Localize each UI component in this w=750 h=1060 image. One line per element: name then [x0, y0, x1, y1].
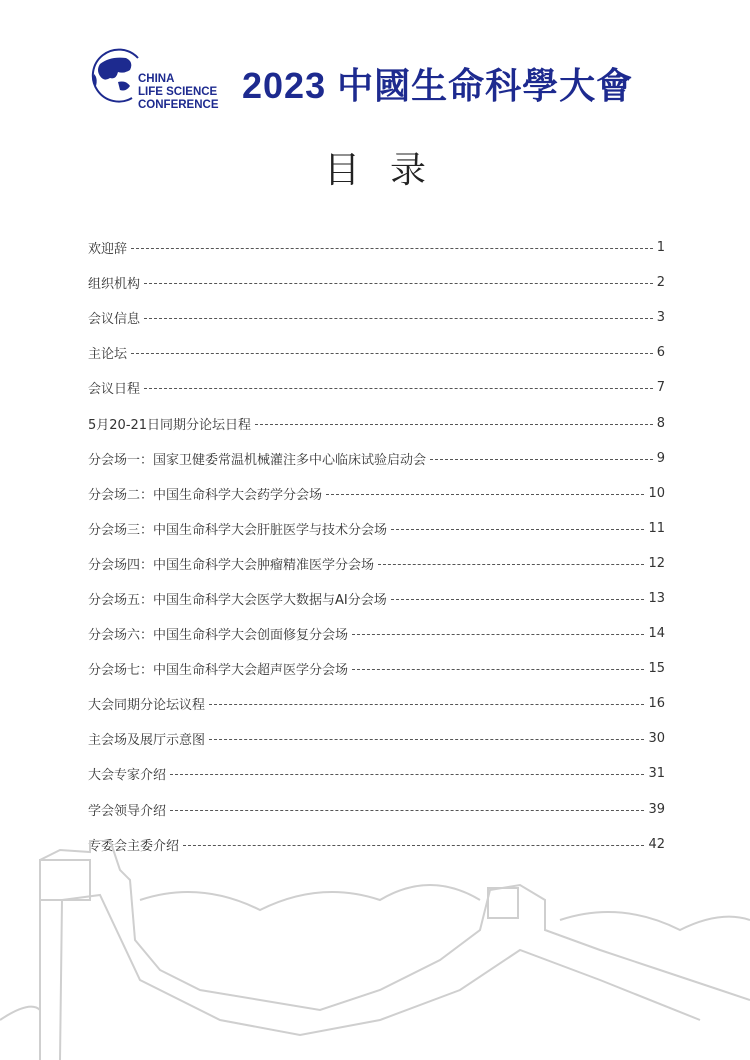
dotted-leader [352, 634, 644, 635]
toc-entry[interactable] [88, 441, 665, 476]
toc-entry[interactable] [88, 511, 665, 546]
toc-entry-page: 7 [656, 380, 665, 396]
dotted-leader [209, 704, 644, 705]
toc-entry-page: 6 [656, 345, 665, 361]
dotted-leader [144, 318, 653, 319]
toc-entry-title: 分会场五：中国生命科学大会医学大数据与AI分会场 [88, 592, 387, 608]
toc-entry[interactable] [88, 546, 665, 581]
dotted-leader [144, 388, 653, 389]
dotted-leader [352, 669, 644, 670]
logo-line: CHINA [138, 73, 175, 85]
header [88, 44, 668, 110]
toc-entry-title: 主会场及展厅示意图 [88, 733, 206, 749]
toc-entry-page: 9 [656, 450, 665, 466]
toc-entry-page: 42 [648, 836, 665, 852]
great-wall-illustration [0, 840, 750, 1060]
toc-entry[interactable] [88, 756, 665, 791]
toc-entry-title: 会议信息 [88, 312, 141, 328]
conference-title: 2023 中國生命科學大會 [242, 65, 634, 106]
toc-entry-title: 分会场一：国家卫健委常温机械灌注多中心临床试验启动会 [88, 452, 427, 468]
logo-text [138, 73, 219, 112]
toc-entry-page: 15 [648, 661, 665, 677]
toc-entry-title: 大会同期分论坛议程 [88, 698, 206, 714]
dotted-leader [131, 353, 653, 354]
dotted-leader [170, 774, 644, 775]
toc-entry[interactable] [88, 300, 665, 335]
toc-entry-page: 2 [656, 275, 665, 291]
dotted-leader [131, 248, 653, 249]
toc-entry-title: 组织机构 [88, 277, 141, 293]
toc-entry-title: 主论坛 [88, 347, 128, 363]
logo-line: CONFERENCE [138, 99, 219, 111]
dotted-leader [144, 283, 653, 284]
toc-entry[interactable] [88, 686, 665, 721]
toc-entry-title: 专委会主委介绍 [88, 838, 180, 854]
toc-entry-page: 16 [648, 696, 665, 712]
toc-entry[interactable] [88, 721, 665, 756]
toc-entry-title: 会议日程 [88, 382, 141, 398]
toc-entry-title: 分会场三：中国生命科学大会肝脏医学与技术分会场 [88, 522, 388, 538]
toc-entry-title: 欢迎辞 [88, 242, 128, 258]
toc-entry-title: 5月20-21日同期分论坛日程 [88, 417, 252, 433]
toc-entry-title: 分会场七：中国生命科学大会超声医学分会场 [88, 663, 349, 679]
table-of-contents [88, 230, 665, 862]
toc-entry[interactable] [88, 265, 665, 300]
toc-entry-page: 8 [656, 415, 665, 431]
toc-entry-title: 分会场四：中国生命科学大会肿瘤精准医学分会场 [88, 557, 375, 573]
toc-entry-title: 大会专家介绍 [88, 768, 167, 784]
globe-logo-icon [88, 48, 144, 104]
toc-entry-page: 31 [648, 766, 665, 782]
page-title: 目录 [323, 150, 456, 191]
toc-entry-page: 1 [656, 240, 665, 256]
toc-entry[interactable] [88, 405, 665, 440]
toc-entry-page: 11 [648, 520, 665, 536]
toc-entry[interactable] [88, 651, 665, 686]
toc-entry-page: 39 [648, 801, 665, 817]
toc-entry-title: 分会场二：中国生命科学大会药学分会场 [88, 487, 323, 503]
dotted-leader [209, 739, 644, 740]
toc-entry[interactable] [88, 581, 665, 616]
toc-entry-page: 3 [656, 310, 665, 326]
toc-entry[interactable] [88, 792, 665, 827]
toc-entry-page: 14 [648, 626, 665, 642]
dotted-leader [170, 810, 644, 811]
toc-entry-page: 10 [648, 485, 665, 501]
dotted-leader [430, 459, 653, 460]
dotted-leader [326, 494, 644, 495]
dotted-leader [391, 599, 645, 600]
toc-entry-title: 分会场六：中国生命科学大会创面修复分会场 [88, 628, 349, 644]
dotted-leader [391, 529, 644, 530]
toc-entry[interactable] [88, 476, 665, 511]
dotted-leader [378, 564, 644, 565]
dotted-leader [255, 424, 653, 425]
toc-entry-page: 30 [648, 731, 665, 747]
toc-entry-page: 13 [648, 590, 665, 606]
logo-line: LIFE SCIENCE [138, 86, 218, 98]
toc-entry[interactable] [88, 370, 665, 405]
toc-entry-title: 学会领导介绍 [88, 803, 167, 819]
toc-entry[interactable] [88, 616, 665, 651]
toc-entry[interactable] [88, 230, 665, 265]
toc-entry[interactable] [88, 335, 665, 370]
toc-entry-page: 12 [648, 555, 665, 571]
